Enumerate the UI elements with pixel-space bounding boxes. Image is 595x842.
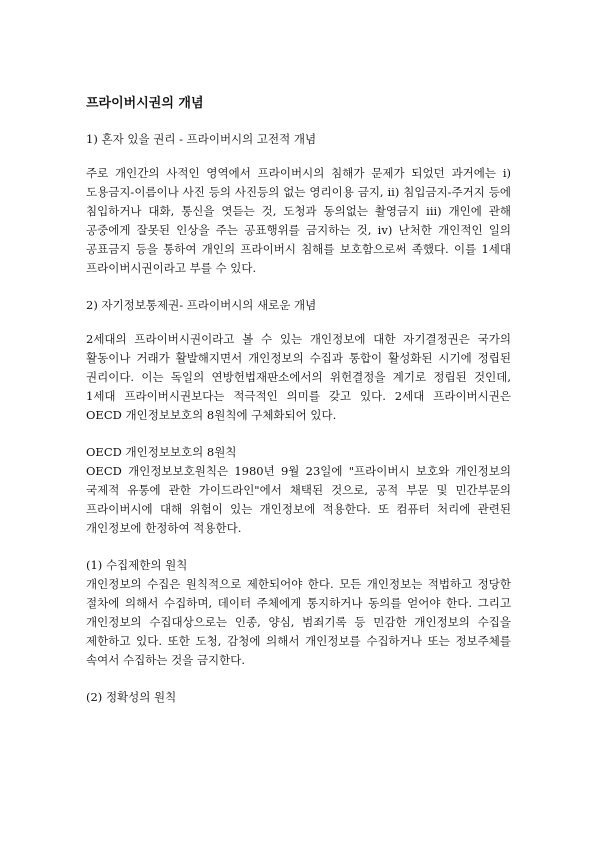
section4-heading: (1) 수집제한의 원칙	[86, 558, 188, 572]
section3-body: OECD 개인정보보호원칙은 1980년 9월 23일에 "프라이버시 보호와 개인정보의 국제적 유통에 관한 가이드라인"에서 채택된 것으로, 공적 부문 및 민간부문의 프라이버시에 대해 위험이 있는 개인정보에 적용한다. 또 컴퓨터 처리에 관련된 개인정보에 한정하여 적용한다.	[86, 464, 511, 535]
section2-heading: 2) 자기정보통제권- 프라이버시의 새로운 개념	[86, 298, 317, 312]
document-title: 프라이버시권의 개념	[86, 96, 204, 111]
document-page	[86, 94, 511, 707]
section5-heading: (2) 정확성의 원칙	[86, 690, 177, 704]
section1-heading: 1) 혼자 있을 권리 - 프라이버시의 고전적 개념	[86, 132, 317, 146]
section2-body: 2세대의 프라이버시권이라고 볼 수 있는 개인정보에 대한 자기결정권은 국가의 활동이나 거래가 활발해지면서 개인정보의 수집과 통합이 활성화된 시기에 정립된 권리이다. 이는 독일의 연방헌법재판소에서의 위헌결정을 계기로 정립된 것인데, 1세대 프라이버시권보다는 적극적인 의미를 갖고 있다. 2세대 프라이버시권은 OECD 개인정보보호의 8원칙에 구체화되어 있다.	[86, 332, 511, 422]
section4-body: 개인정보의 수집은 원칙적으로 제한되어야 한다. 모든 개인정보는 적법하고 정당한 절차에 의해서 수집하며, 데이터 주체에게 통지하거나 동의를 얻어야 한다. 그리고 개인정보의 수집대상으로는 인종, 양심, 범죄기록 등 민감한 개인정보의 수집을 제한하고 있다. 또한 도청, 감청에 의해서 개인정보를 수집하거나 또는 정보주체를 속여서 수집하는 것을 금지한다.	[86, 577, 511, 667]
section1-body: 주로 개인간의 사적인 영역에서 프라이버시의 침해가 문제가 되었던 과거에는 i) 도용금지-이름이나 사진 등의 사진등의 없는 영리이용 금지, ii) 침입금지-주거지 등에 침입하거나 대화, 통신을 엿듣는 것, 도청과 동의없는 촬영금지 iii) 개인에 관해 공중에게 잘못된 인상을 주는 공표행위를 금지하는 것, iv) 난처한 개인적인 일의 공표금지 등을 통하여 개인의 프라이버시 침해를 보호함으로써 족했다. 이를 1세대 프라이버시권이라고 부를 수 있다.	[86, 166, 511, 275]
section3-heading: OECD 개인정보보호의 8원칙	[86, 445, 237, 459]
